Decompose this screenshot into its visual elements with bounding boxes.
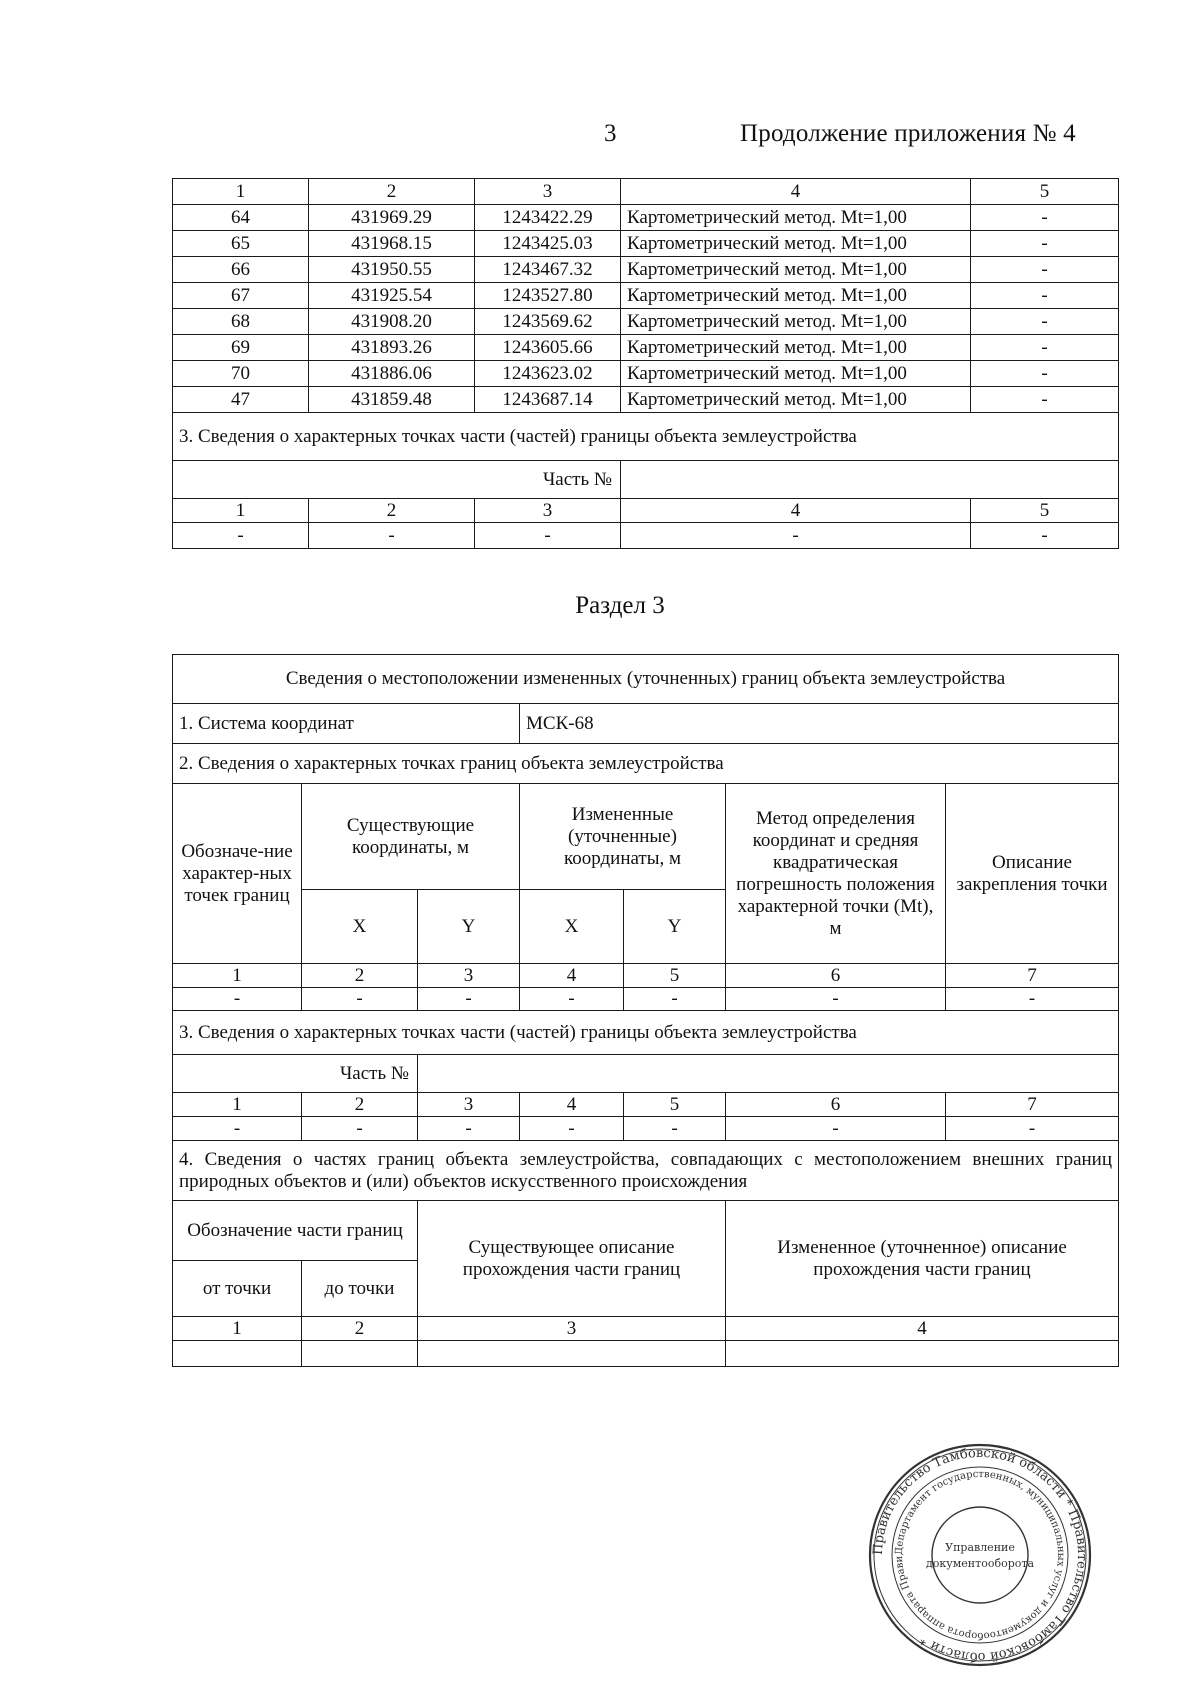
coord-y: 1243687.14 — [475, 387, 621, 413]
fixing-cell: - — [971, 309, 1119, 335]
empty-cell: - — [726, 988, 946, 1011]
col-number: 5 — [624, 1093, 726, 1117]
parts-heading: 3. Сведения о характерных точках части (частей) границы объекта землеустройства — [173, 413, 1119, 461]
fixing-cell: - — [971, 205, 1119, 231]
coord-y: 1243425.03 — [475, 231, 621, 257]
header-fixing: Описание закрепления точки — [946, 784, 1119, 964]
points-continuation-table — [172, 178, 1119, 549]
empty-cell: - — [173, 1117, 302, 1141]
empty-cell: - — [520, 1117, 624, 1141]
header-existing-description: Существующее описание прохождения части границ — [418, 1201, 726, 1317]
header-method: Метод определения координат и средняя квадратическая погрешность положения характерной точки (Mt), м — [726, 784, 946, 964]
header-part-designation: Обозначение части границ — [173, 1201, 418, 1261]
column-number-row — [173, 1093, 1119, 1117]
method-cell: Картометрический метод. Mt=1,00 — [621, 387, 971, 413]
method-cell: Картометрический метод. Mt=1,00 — [621, 335, 971, 361]
method-cell: Картометрический метод. Mt=1,00 — [621, 257, 971, 283]
coord-y: 1243623.02 — [475, 361, 621, 387]
page-number: 3 — [604, 120, 617, 147]
header-changed-coords: Измененные (уточненные) координаты, м — [520, 784, 726, 890]
col-number: 6 — [726, 1093, 946, 1117]
fixing-cell: - — [971, 257, 1119, 283]
coord-system-value: МСК-68 — [520, 704, 1119, 744]
coord-x: 431908.20 — [309, 309, 475, 335]
point-number: 64 — [173, 205, 309, 231]
col-number: 5 — [624, 964, 726, 988]
fixing-cell: - — [971, 361, 1119, 387]
table-row — [173, 988, 1119, 1011]
col-number: 1 — [173, 1317, 302, 1341]
col-number: 3 — [418, 1093, 520, 1117]
method-cell: Картометрический метод. Mt=1,00 — [621, 283, 971, 309]
empty-cell — [302, 1341, 418, 1367]
empty-cell: - — [302, 1117, 418, 1141]
col-number: 3 — [418, 964, 520, 988]
col-number: 5 — [971, 499, 1119, 523]
empty-cell: - — [621, 523, 971, 549]
table-row — [173, 1341, 1119, 1367]
empty-cell: - — [309, 523, 475, 549]
part-number-label: Часть № — [173, 461, 621, 499]
col-number: 4 — [726, 1317, 1119, 1341]
col-number: 5 — [971, 179, 1119, 205]
col-number: 3 — [418, 1317, 726, 1341]
col-number: 4 — [520, 964, 624, 988]
point-number: 47 — [173, 387, 309, 413]
table-row — [173, 1117, 1119, 1141]
col-number: 6 — [726, 964, 946, 988]
table-row — [173, 283, 1119, 309]
coord-y: 1243467.32 — [475, 257, 621, 283]
col-number: 4 — [520, 1093, 624, 1117]
column-number-row — [173, 964, 1119, 988]
changed-boundaries-table — [172, 654, 1119, 1367]
point-number: 65 — [173, 231, 309, 257]
empty-cell: - — [173, 988, 302, 1011]
col-number: 3 — [475, 179, 621, 205]
point-number: 68 — [173, 309, 309, 335]
header-y-existing: Y — [418, 890, 520, 964]
stamp-outer-text: Правительство Тамбовской области * Правительство Тамбовской области * — [870, 1445, 1090, 1665]
table-row — [173, 231, 1119, 257]
table-row — [173, 257, 1119, 283]
empty-cell: - — [726, 1117, 946, 1141]
col-number: 4 — [621, 179, 971, 205]
method-cell: Картометрический метод. Mt=1,00 — [621, 205, 971, 231]
table-row — [173, 387, 1119, 413]
part-number-label: Часть № — [173, 1055, 418, 1093]
appendix-continuation-title: Продолжение приложения № 4 — [740, 120, 1076, 147]
col-number: 7 — [946, 964, 1119, 988]
point-number: 66 — [173, 257, 309, 283]
table-row — [173, 205, 1119, 231]
method-cell: Картометрический метод. Mt=1,00 — [621, 309, 971, 335]
header-y-changed: Y — [624, 890, 726, 964]
column-number-row — [173, 499, 1119, 523]
col-number: 1 — [173, 1093, 302, 1117]
fixing-cell: - — [971, 387, 1119, 413]
fixing-cell: - — [971, 335, 1119, 361]
coord-x: 431968.15 — [309, 231, 475, 257]
col-number: 2 — [309, 499, 475, 523]
empty-cell: - — [624, 988, 726, 1011]
section-title: Раздел 3 — [575, 592, 665, 619]
col-number: 1 — [173, 499, 309, 523]
coord-y: 1243527.80 — [475, 283, 621, 309]
column-number-row — [173, 1317, 1119, 1341]
col-number: 2 — [302, 1317, 418, 1341]
empty-cell — [726, 1341, 1119, 1367]
empty-cell: - — [946, 988, 1119, 1011]
coord-system-label: 1. Система координат — [173, 704, 520, 744]
empty-cell: - — [475, 523, 621, 549]
point-number: 69 — [173, 335, 309, 361]
col-number: 2 — [309, 179, 475, 205]
empty-cell: - — [971, 523, 1119, 549]
header-x-changed: X — [520, 890, 624, 964]
col-number: 3 — [475, 499, 621, 523]
col-number: 1 — [173, 964, 302, 988]
stamp-inner-text: Департамент государственных, муниципальных услуг и документооборота аппарата Прави — [893, 1468, 1067, 1642]
empty-cell: - — [624, 1117, 726, 1141]
fixing-cell: - — [971, 283, 1119, 309]
col-number: 2 — [302, 964, 418, 988]
empty-cell — [418, 1341, 726, 1367]
header-designation: Обозначе-ние характер-ных точек границ — [173, 784, 302, 964]
col-number: 7 — [946, 1093, 1119, 1117]
points-heading: 2. Сведения о характерных точках границ объекта землеустройства — [173, 744, 1119, 784]
column-number-row — [173, 179, 1119, 205]
point-number: 70 — [173, 361, 309, 387]
table-row — [173, 309, 1119, 335]
coord-y: 1243605.66 — [475, 335, 621, 361]
empty-cell: - — [520, 988, 624, 1011]
empty-cell: - — [418, 1117, 520, 1141]
table-row — [173, 335, 1119, 361]
header-to-point: до точки — [302, 1261, 418, 1317]
table-title: Сведения о местоположении измененных (уточненных) границ объекта землеустройства — [173, 655, 1119, 704]
fixing-cell: - — [971, 231, 1119, 257]
header-changed-description: Измененное (уточненное) описание прохождения части границ — [726, 1201, 1119, 1317]
stamp-graphic — [865, 1440, 1095, 1670]
coord-y: 1243422.29 — [475, 205, 621, 231]
table-row — [173, 361, 1119, 387]
empty-cell: - — [302, 988, 418, 1011]
official-stamp — [865, 1440, 1095, 1670]
coord-x: 431893.26 — [309, 335, 475, 361]
method-cell: Картометрический метод. Mt=1,00 — [621, 231, 971, 257]
header-x-existing: X — [302, 890, 418, 964]
point-number: 67 — [173, 283, 309, 309]
header-existing-coords: Существующие координаты, м — [302, 784, 520, 890]
col-number: 1 — [173, 179, 309, 205]
col-number: 4 — [621, 499, 971, 523]
empty-cell: - — [946, 1117, 1119, 1141]
coord-x: 431950.55 — [309, 257, 475, 283]
part-number-value — [418, 1055, 1119, 1093]
coord-x: 431886.06 — [309, 361, 475, 387]
empty-cell: - — [173, 523, 309, 549]
coord-x: 431969.29 — [309, 205, 475, 231]
coord-y: 1243569.62 — [475, 309, 621, 335]
col-number: 2 — [302, 1093, 418, 1117]
natural-objects-heading: 4. Сведения о частях границ объекта землеустройства, совпадающих с местоположением внешних границ природных объектов и (или) объектов искусственного происхождения — [173, 1141, 1119, 1201]
header-from-point: от точки — [173, 1261, 302, 1317]
stamp-center-line2: документооборота — [925, 1557, 1035, 1570]
coord-x: 431925.54 — [309, 283, 475, 309]
stamp-center-line1: Управление — [945, 1541, 1015, 1554]
empty-cell — [173, 1341, 302, 1367]
coord-x: 431859.48 — [309, 387, 475, 413]
empty-cell: - — [418, 988, 520, 1011]
table-row — [173, 523, 1119, 549]
part-number-value — [621, 461, 1119, 499]
parts-heading: 3. Сведения о характерных точках части (частей) границы объекта землеустройства — [173, 1011, 1119, 1055]
method-cell: Картометрический метод. Mt=1,00 — [621, 361, 971, 387]
